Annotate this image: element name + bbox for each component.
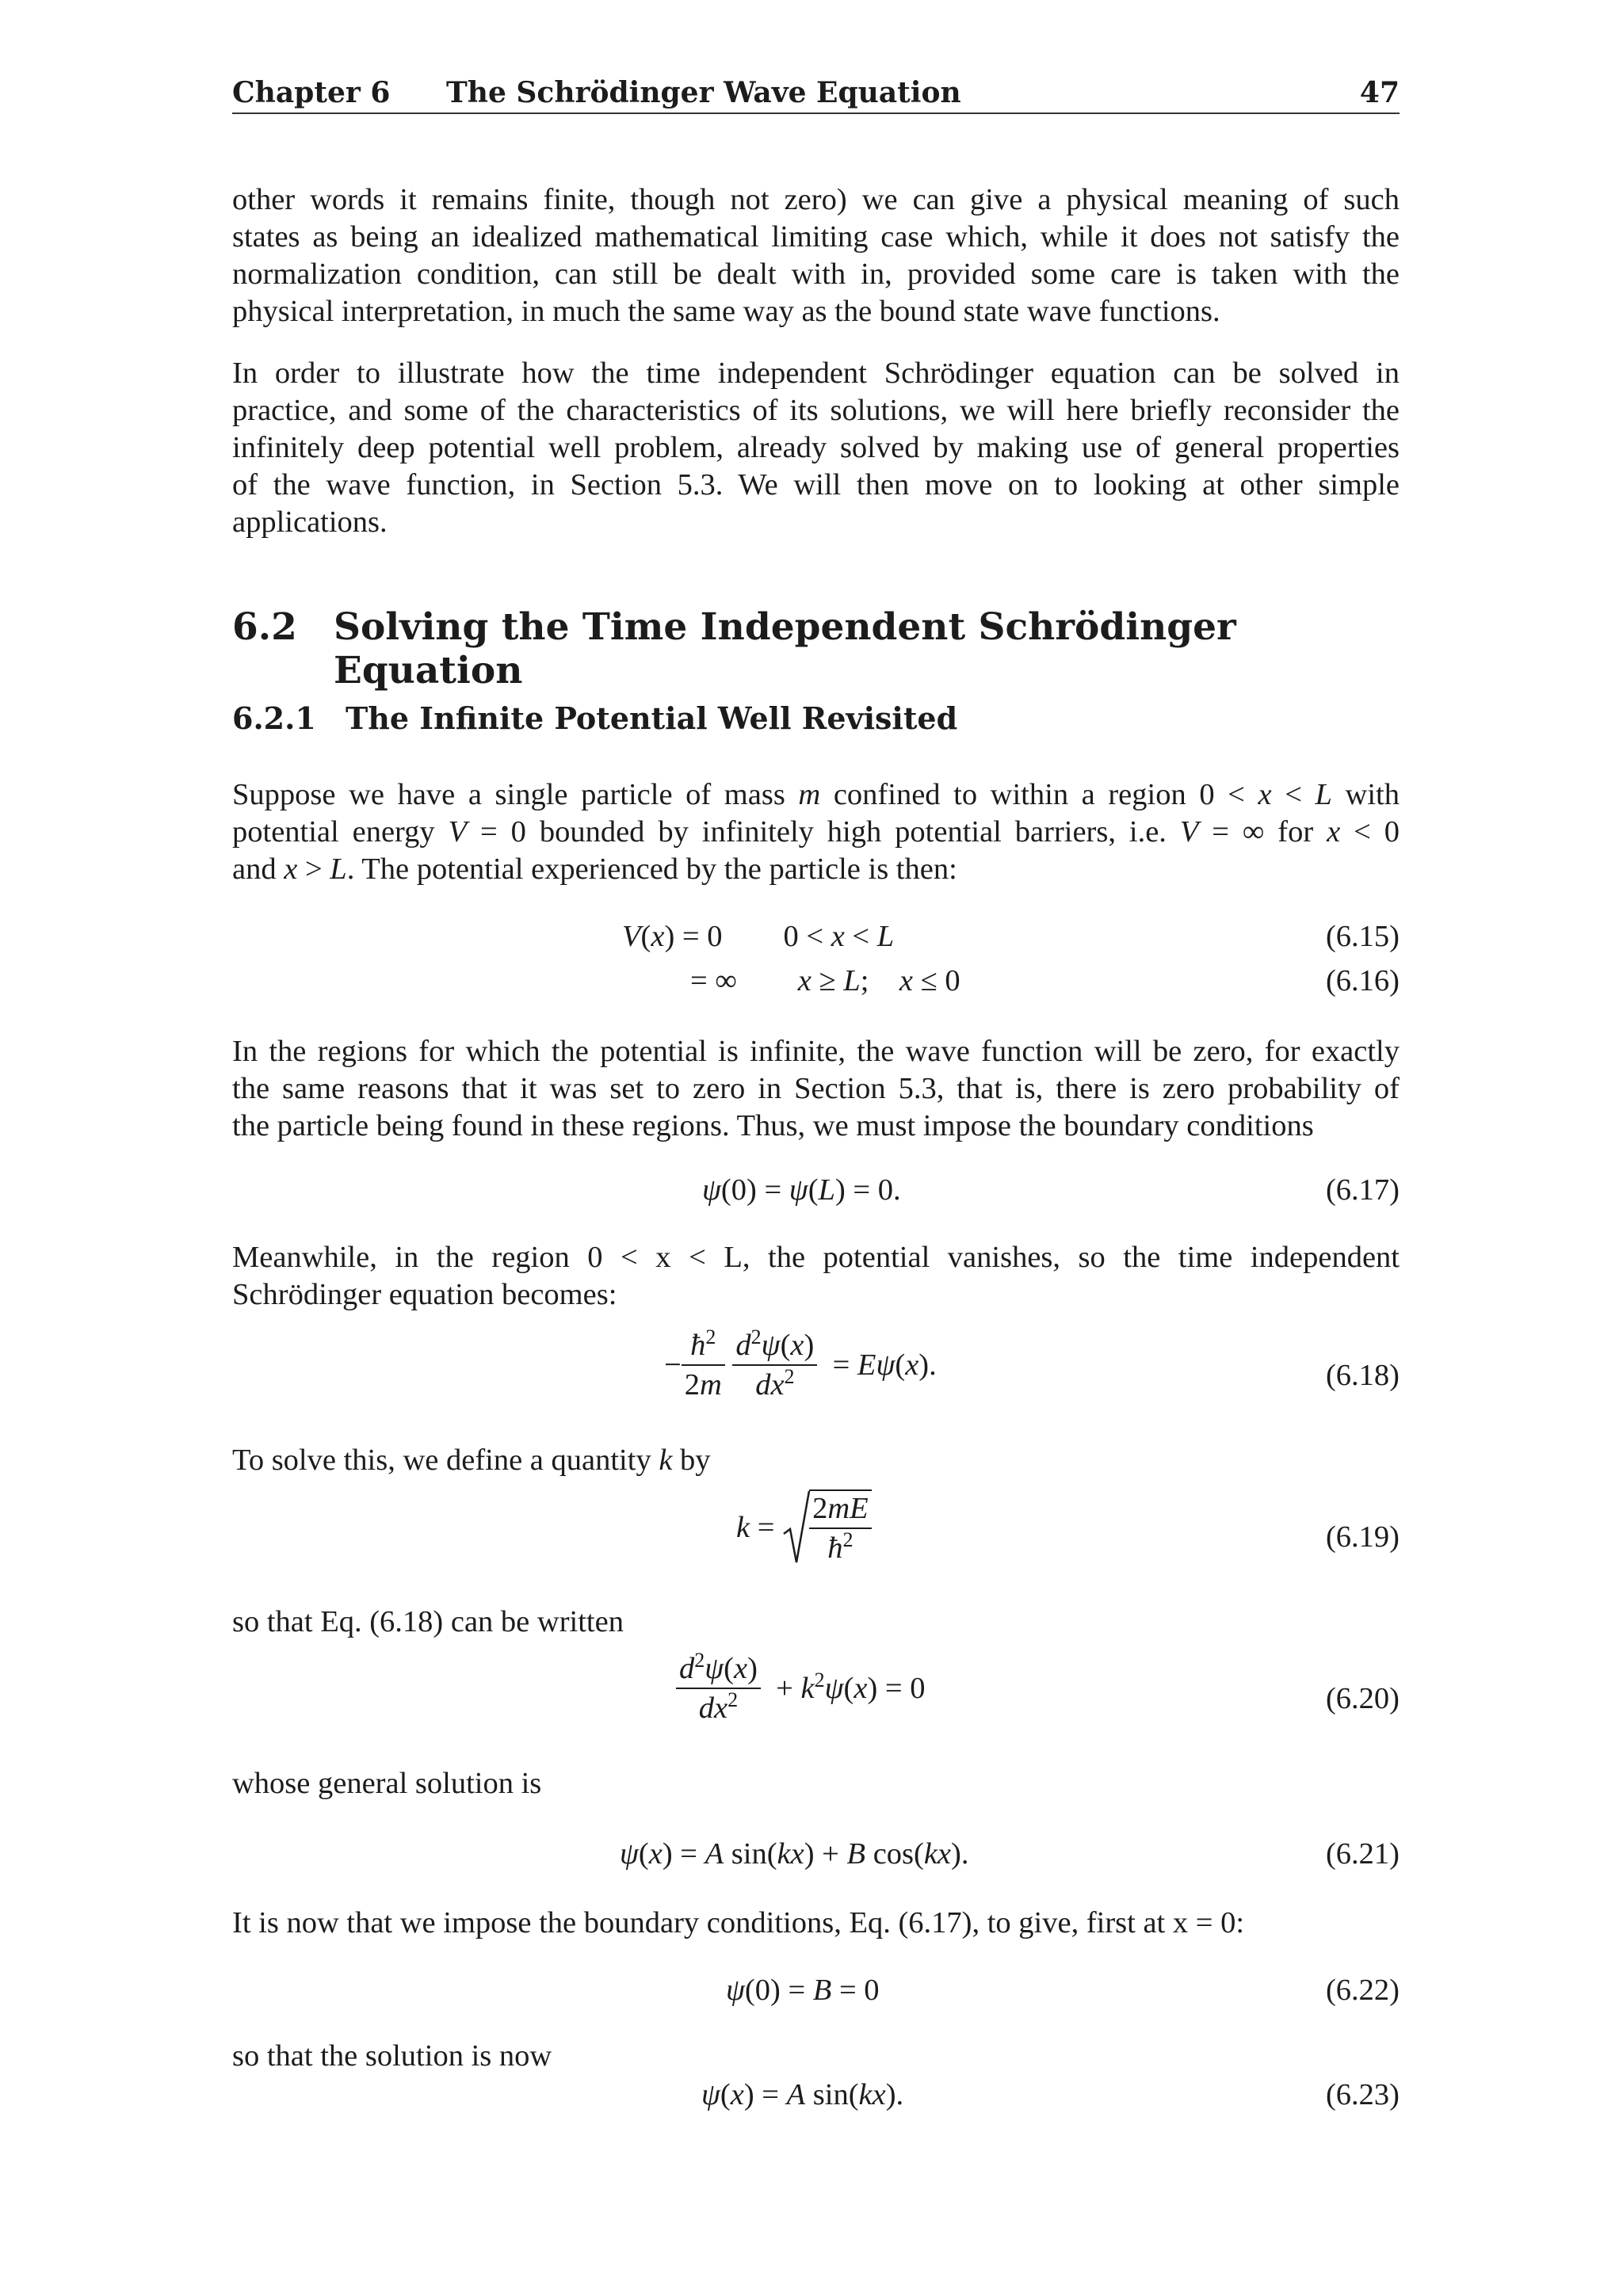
header-page-number: 47 bbox=[1359, 76, 1400, 109]
section-heading bbox=[232, 605, 1400, 692]
subsection-heading bbox=[232, 700, 1400, 740]
text-line: whose general solution is bbox=[232, 1767, 542, 1800]
text-line: infinitely deep potential well problem, already solved by making use of general properties bbox=[232, 431, 1400, 464]
text-line: other words it remains finite, though not zero) we can give a physical meaning of such bbox=[232, 183, 1400, 216]
subsection-number: 6.2.1 bbox=[232, 700, 316, 736]
equation-number: (6.16) bbox=[1325, 964, 1400, 997]
equation-number: (6.22) bbox=[1325, 1974, 1400, 2007]
text-line: Suppose we have a single particle of mass m confined to within a region 0 < x < L with bbox=[232, 778, 1400, 811]
equation-6-16: = ∞ x ≥ L; x ≤ 0 (6.16) bbox=[690, 964, 1400, 997]
text-line: of the wave function, in Section 5.3. We will then move on to looking at other simple bbox=[232, 468, 1400, 502]
equation-number: (6.21) bbox=[1325, 1837, 1400, 1871]
paragraph-define-k bbox=[232, 1442, 1400, 1479]
section-title: Solving the Time Independent Schrödinger Equation bbox=[334, 605, 1236, 692]
equation-number: (6.18) bbox=[1325, 1359, 1400, 1392]
paragraph-general-solution bbox=[232, 1765, 1400, 1802]
equation-6-15: V(x) = 0 0 < x < L (6.15) bbox=[622, 920, 1400, 953]
text-line: In order to illustrate how the time independent Schrödinger equation can be solved in bbox=[232, 357, 1400, 390]
sqrt-sign bbox=[782, 1488, 811, 1567]
header-chapter: Chapter 6 bbox=[232, 76, 391, 109]
equation-number: (6.15) bbox=[1325, 920, 1400, 953]
text-line: states as being an idealized mathematical limiting case which, while it does not satisfy the bbox=[232, 220, 1400, 254]
text-line: Schrödinger equation becomes: bbox=[232, 1278, 617, 1311]
equation-6-18: − $\frac{ħ^2}{2m}$ $\frac{d^2\psi(x)}{dx^2}$ = Eψ(x). (6.18) bbox=[664, 1325, 1400, 1402]
text-line: physical interpretation, in much the same way as the bound state wave functions. bbox=[232, 295, 1220, 328]
subsection-title: The Infinite Potential Well Revisited bbox=[346, 700, 958, 736]
paragraph-boundary bbox=[232, 1033, 1400, 1145]
header-title: The Schrödinger Wave Equation bbox=[446, 76, 961, 109]
text-line: the particle being found in these regions. Thus, we must impose the boundary conditions bbox=[232, 1109, 1314, 1142]
text-line: so that Eq. (6.18) can be written bbox=[232, 1605, 624, 1638]
text-line: so that the solution is now bbox=[232, 2039, 552, 2073]
text-line: It is now that we impose the boundary conditions, Eq. (6.17), to give, first at x = 0: bbox=[232, 1906, 1245, 1939]
paragraph-impose bbox=[232, 1905, 1400, 1942]
text-line: applications. bbox=[232, 505, 388, 539]
equation-number: (6.20) bbox=[1325, 1682, 1400, 1715]
text-line: In the regions for which the potential is infinite, the wave function will be zero, for exactly bbox=[232, 1035, 1400, 1068]
equation-6-20: $\frac{d^2\psi(x)}{dx^2}$ + $k^2\psi(x) = 0$ (6.20) bbox=[232, 1681, 1400, 1721]
paragraph-solution-now bbox=[232, 2038, 1400, 2075]
equation-number: (6.17) bbox=[1325, 1173, 1400, 1207]
paragraph-continuation bbox=[232, 181, 1400, 330]
equation-number: (6.23) bbox=[1325, 2078, 1400, 2111]
text-line: To solve this, we define a quantity k by bbox=[232, 1444, 711, 1477]
paragraph-rewrite bbox=[232, 1604, 1400, 1641]
text-line: practice, and some of the characteristics of its solutions, we will here briefly reconsider the bbox=[232, 394, 1400, 427]
section-number: 6.2 bbox=[232, 605, 297, 649]
running-header bbox=[232, 73, 1400, 114]
paragraph-region bbox=[232, 1239, 1400, 1314]
text-line: the same reasons that it was set to zero in Section 5.3, that is, there is zero probability of bbox=[232, 1072, 1400, 1105]
text-line: Meanwhile, in the region 0 < x < L, the potential vanishes, so the time independent bbox=[232, 1241, 1400, 1274]
equation-6-23: ψ(x) = A sin(kx). (6.23) bbox=[701, 2078, 1400, 2111]
text-line: and x > L. The potential experienced by the particle is then: bbox=[232, 852, 957, 886]
equation-6-21: ψ(x) = A sin(kx) + B cos(kx). (6.21) bbox=[620, 1837, 1400, 1871]
equation-6-17: ψ(0) = ψ(L) = 0. (6.17) bbox=[702, 1173, 1400, 1207]
text-line: potential energy V = 0 bounded by infinitely high potential barriers, i.e. V = ∞ for x < 0 bbox=[232, 815, 1400, 849]
equation-number: (6.19) bbox=[1325, 1520, 1400, 1554]
text-line: normalization condition, can still be dealt with in, provided some care is taken with the bbox=[232, 257, 1400, 291]
page bbox=[232, 73, 1400, 2111]
paragraph-intro bbox=[232, 355, 1400, 541]
equation-6-19: k = $\frac{2mE}{ħ^2}$ (6.19) bbox=[232, 1520, 1400, 1559]
equation-6-22: ψ(0) = B = 0 (6.22) bbox=[726, 1974, 1400, 2007]
paragraph-setup bbox=[232, 776, 1400, 888]
